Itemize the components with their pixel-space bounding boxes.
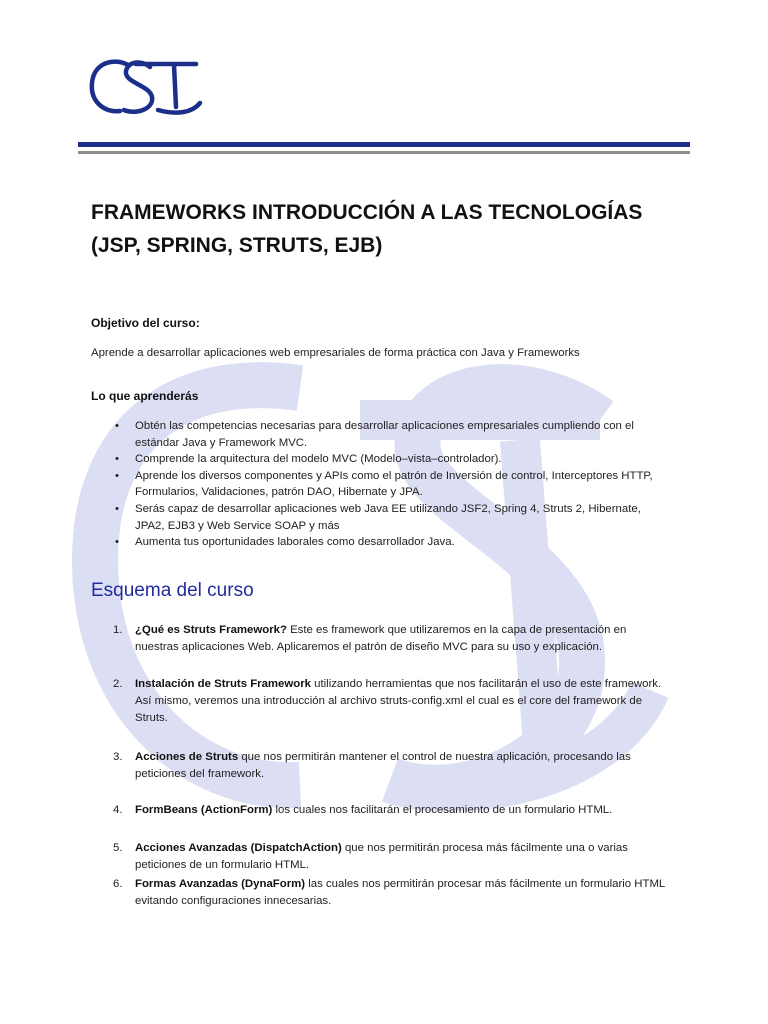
objective-text: Aprende a desarrollar aplicaciones web empresariales de forma práctica con Java y Frameworks [91,347,580,359]
outline-item-6 [91,876,666,910]
item-title: FormBeans (ActionForm) [135,804,273,816]
item-number: 4. [113,804,123,816]
list-item: • Obtén las competencias necesarias para desarrollar aplicaciones empresariales cumpliendo con el estándar Java y Framework MVC. [91,418,671,451]
item-title: Acciones Avanzadas (DispatchAction) [135,842,342,854]
objective-label: Objetivo del curso: [91,316,200,330]
list-item: • Aumenta tus oportunidades laborales como desarrollador Java. [91,534,671,551]
outline-item-3 [91,749,666,783]
learn-label: Lo que aprenderás [91,389,199,403]
outline-item-5 [91,840,666,874]
outline-item-1 [91,622,666,656]
list-item: • Comprende la arquitectura del modelo MVC (Modelo–vista–controlador). [91,451,671,468]
document-title [91,196,671,262]
item-number: 5. [113,842,123,854]
item-text: los cuales nos facilitarán el procesamiento de un formulario HTML. [272,804,613,816]
title-line-2: (JSP, SPRING, STRUTS, EJB) [91,234,383,257]
outline-item-2 [91,676,666,728]
outline-heading: Esquema del curso [91,580,254,601]
item-text: que nos permitirán procesa más fácilmente una o varias peticiones de un formulario HTML. [135,842,628,872]
learn-list [91,418,671,551]
outline-item-4 [91,802,666,819]
item-title: Acciones de Struts [135,751,239,763]
list-item: • Serás capaz de desarrollar aplicaciones web Java EE utilizando JSF2, Spring 4, Struts 2, Hibernate, JPA2, EJB3 y Web Service SOAP y más [91,501,671,534]
item-title: Formas Avanzadas (DynaForm) [135,878,306,890]
item-number: 1. [113,624,123,636]
item-number: 2. [113,678,123,690]
item-text: Este es framework que utilizaremos en la capa de presentación en nuestras aplicaciones Web. Aplicaremos el patrón de diseño MVC para su uso y explicación. [135,624,627,654]
item-title: Instalación de Struts Framework [135,678,311,690]
item-number: 3. [113,751,123,763]
item-text: utilizando herramientas que nos facilitarán el uso de este framework. Así mismo, veremos una introducción al archivo struts-config.xml el cual es el core del framework de Struts. [135,678,662,725]
item-title: ¿Qué es Struts Framework? [135,624,287,636]
header-rule-gray [78,151,690,154]
item-text: que nos permitirán mantener el control de nuestra aplicación, procesando las peticiones del framework. [135,751,631,781]
header-rule-blue [78,142,690,147]
csc-logo [88,55,206,117]
item-number: 6. [113,878,123,890]
item-text: las cuales nos permitirán procesar más fácilmente un formulario HTML evitando configuraciones innecesarias. [135,878,665,908]
title-line-1: FRAMEWORKS INTRODUCCIÓN A LAS TECNOLOGÍAS [91,201,643,224]
list-item: • Aprende los diversos componentes y APIs como el patrón de Inversión de control, Interceptores HTTP, Formularios, Validaciones, patrón DAO, Hibernate y JPA. [91,468,671,501]
